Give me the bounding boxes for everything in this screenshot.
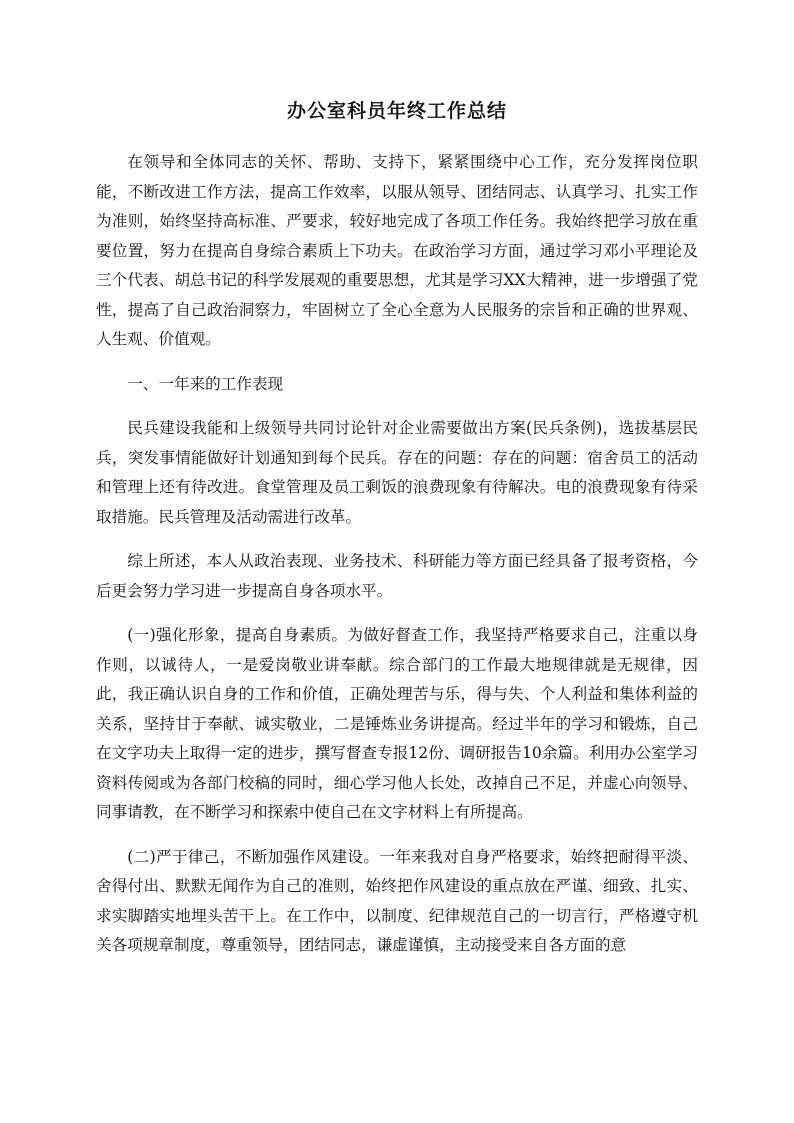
section-heading-performance: 一、一年来的工作表现 — [127, 374, 284, 393]
document-body — [96, 148, 698, 961]
paragraph-self-discipline: (二)严于律己，不断加强作风建设。一年来我对自身严格要求，始终把耐得平淡、舍得付出、默默无闻作为自己的准则，始终把作风建设的重点放在严谨、细致、扎实、求实脚踏实地埋头苦干上。在工作中，以制度、纪律规范自己的一切言行，严格遵守机关各项规章制度，尊重领导，团结同志，谦虚谨慎，主动接受来自各方面的意 — [96, 847, 698, 954]
paragraph-intro: 在领导和全体同志的关怀、帮助、支持下，紧紧围绕中心工作，充分发挥岗位职能，不断改进工作方法，提高工作效率，以服从领导、团结同志、认真学习、扎实工作为准则，始终坚持高标准、严要求，较好地完成了各项工作任务。我始终把学习放在重要位置，努力在提高自身综合素质上下功夫。在政治学习方面，通过学习邓小平理论及三个代表、胡总书记的科学发展观的重要思想，尤其是学习XX大精神，进一步增强了党性，提高了自己政治洞察力，牢固树立了全心全意为人民服务的宗旨和正确的世界观、人生观、价值观。 — [96, 153, 698, 348]
document-title: 办公室科员年终工作总结 — [286, 100, 507, 122]
paragraph-summary: 综上所述，本人从政治表现、业务技术、科研能力等方面已经具备了报考资格，今后更会努力学习进一步提高自身各项水平。 — [96, 552, 698, 600]
paragraph-militia: 民兵建设我能和上级领导共同讨论针对企业需要做出方案(民兵条例)，选拔基层民兵，突发事情能做好计划通知到每个民兵。存在的问题：存在的问题：宿舍员工的活动和管理上还有待改进。食堂管理及员工剩饭的浪费现象有待解决。电的浪费现象有待采取措施。民兵管理及活动需进行改革。 — [96, 419, 698, 526]
paragraph-image-quality: (一)强化形象，提高自身素质。为做好督查工作，我坚持严格要求自己，注重以身作则，以诚待人，一是爱岗敬业讲奉献。综合部门的工作最大地规律就是无规律，因此，我正确认识自身的工作和价值，正确处理苦与乐，得与失、个人利益和集体利益的关系，坚持甘于奉献、诚实敬业，二是锤炼业务讲提高。经过半年的学习和锻炼，自己在文字功夫上取得一定的进步，撰写督查专报12份、调研报告10余篇。利用办公室学习资料传阅或为各部门校稿的同时，细心学习他人长处，改掉自己不足，并虚心向领导、同事请教，在不断学习和探索中使自己在文字材料上有所提高。 — [96, 626, 698, 821]
